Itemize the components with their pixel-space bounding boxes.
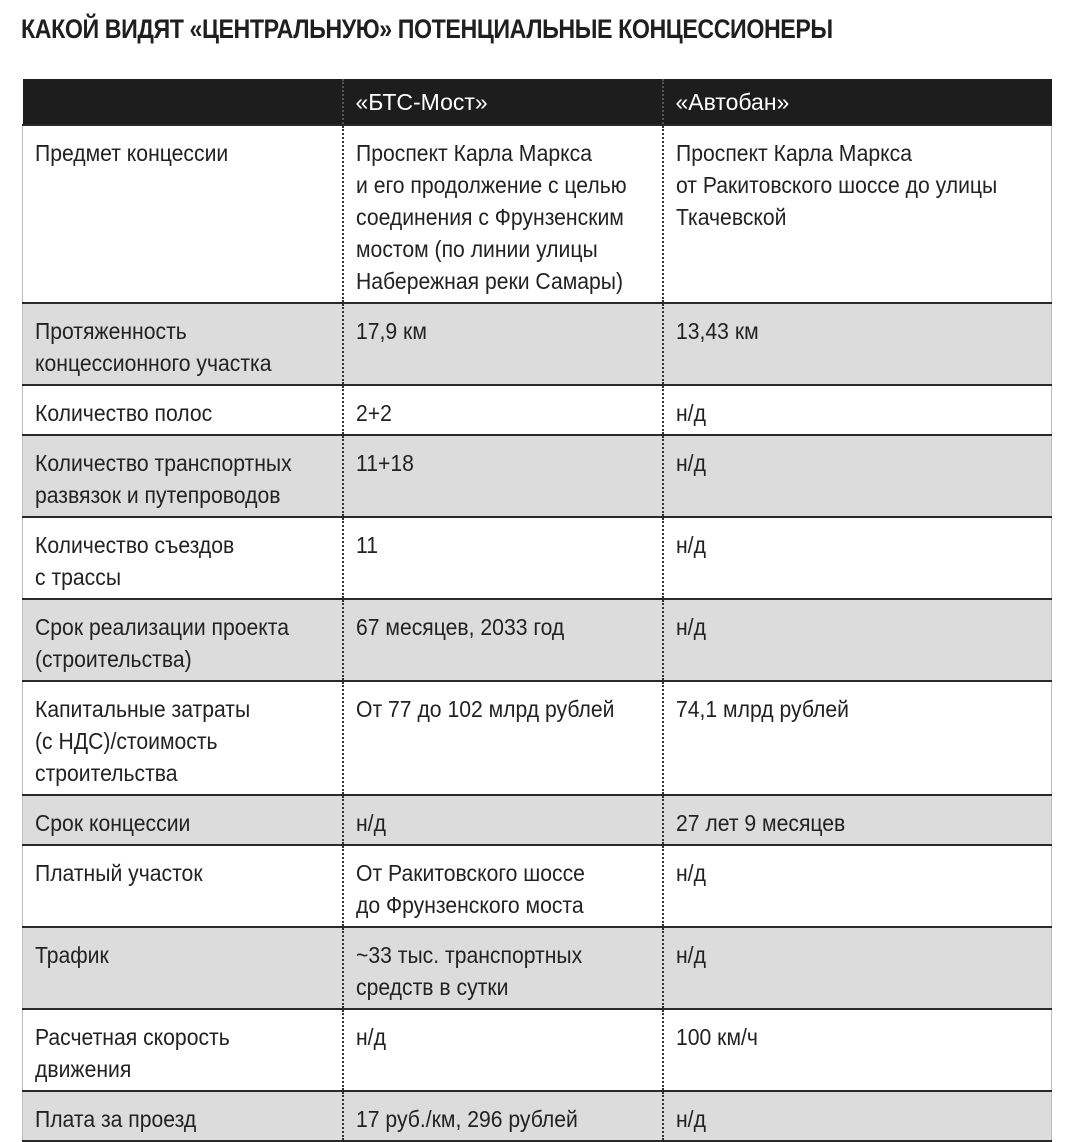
table-row	[23, 1091, 1052, 1141]
table-row	[23, 681, 1052, 795]
row-label-text: Количество транспортных развязок и путепроводов	[35, 450, 292, 508]
table-row	[23, 927, 1052, 1009]
row-label-text: Платный участок	[35, 860, 203, 886]
bts-value	[343, 385, 663, 435]
table-row	[23, 303, 1052, 385]
row-label-text: Количество съездов с трассы	[35, 532, 235, 590]
row-label-text: Капитальные затраты (с НДС)/стоимость строительства	[35, 696, 251, 786]
row-label	[23, 517, 343, 599]
row-label	[23, 1009, 343, 1091]
bts-value	[343, 517, 663, 599]
table-row	[23, 385, 1052, 435]
avtoban-value-text: н/д	[675, 1106, 706, 1132]
avtoban-value-text: 74,1 млрд рублей	[675, 696, 849, 722]
row-label-text: Трафик	[35, 942, 109, 968]
bts-value	[343, 845, 663, 927]
table-row	[23, 845, 1052, 927]
avtoban-value	[663, 681, 1052, 795]
row-label	[23, 1091, 343, 1141]
avtoban-value	[663, 517, 1052, 599]
row-label-text: Срок реализации проекта (строительства)	[35, 614, 290, 672]
table-row	[23, 125, 1052, 303]
row-label-text: Протяженность концессионного участка	[35, 318, 272, 376]
row-label-text: Плата за проезд	[35, 1106, 197, 1132]
header-cell-avtoban: «Автобан»	[663, 79, 1052, 125]
table-header	[23, 79, 1052, 125]
avtoban-value-text: н/д	[675, 400, 706, 426]
row-label-text: Количество полос	[35, 400, 213, 426]
bts-value	[343, 1091, 663, 1141]
table-body	[23, 125, 1052, 1141]
table-row	[23, 517, 1052, 599]
bts-value-text: От 77 до 102 млрд рублей	[355, 696, 614, 722]
avtoban-value	[663, 385, 1052, 435]
avtoban-value	[663, 435, 1052, 517]
row-label	[23, 599, 343, 681]
avtoban-value-text: 100 км/ч	[675, 1024, 758, 1050]
page-title: КАКОЙ ВИДЯТ «ЦЕНТРАЛЬНУЮ» ПОТЕНЦИАЛЬНЫЕ КОНЦЕССИОНЕРЫ	[21, 14, 833, 44]
bts-value	[343, 795, 663, 845]
avtoban-value	[663, 303, 1052, 385]
avtoban-value-text: н/д	[675, 614, 706, 640]
avtoban-value-text: н/д	[675, 860, 706, 886]
bts-value	[343, 125, 663, 303]
avtoban-value-text: н/д	[675, 532, 706, 558]
table-row	[23, 599, 1052, 681]
table-row	[23, 795, 1052, 845]
row-label	[23, 927, 343, 1009]
header-cell-empty	[23, 79, 343, 125]
row-label	[23, 125, 343, 303]
bts-value-text: Проспект Карла Маркса и его продолжение с целью соединения с Фрунзенским мостом (по линии улицы Набережная реки Самары)	[355, 140, 627, 294]
table-row	[23, 435, 1052, 517]
header-row	[23, 79, 1052, 125]
avtoban-value-text: н/д	[675, 450, 706, 476]
row-label-text: Расчетная скорость движения	[35, 1024, 230, 1082]
comparison-table	[22, 79, 1052, 1142]
row-label	[23, 385, 343, 435]
row-label	[23, 303, 343, 385]
bts-value	[343, 927, 663, 1009]
bts-value-text: 11+18	[355, 450, 414, 476]
avtoban-value-text: н/д	[675, 942, 706, 968]
avtoban-value-text: Проспект Карла Маркса от Ракитовского шоссе до улицы Ткачевской	[675, 140, 997, 230]
bts-value	[343, 599, 663, 681]
row-label	[23, 795, 343, 845]
bts-value-text: н/д	[355, 1024, 386, 1050]
row-label-text: Предмет концессии	[35, 140, 229, 166]
avtoban-value-text: 13,43 км	[675, 318, 759, 344]
avtoban-value	[663, 125, 1052, 303]
bts-value	[343, 681, 663, 795]
avtoban-value	[663, 599, 1052, 681]
avtoban-value	[663, 1009, 1052, 1091]
bts-value	[343, 1009, 663, 1091]
avtoban-value	[663, 795, 1052, 845]
row-label	[23, 845, 343, 927]
table-row	[23, 1009, 1052, 1091]
bts-value-text: 11	[355, 532, 378, 558]
avtoban-value	[663, 1091, 1052, 1141]
bts-value-text: 17,9 км	[355, 318, 427, 344]
avtoban-value	[663, 845, 1052, 927]
bts-value	[343, 303, 663, 385]
row-label-text: Срок концессии	[35, 810, 191, 836]
bts-value-text: От Ракитовского шоссе до Фрунзенского моста	[355, 860, 585, 918]
bts-value-text: 17 руб./км, 296 рублей	[355, 1106, 578, 1132]
bts-value-text: ~33 тыс. транспортных средств в сутки	[355, 942, 582, 1000]
row-label	[23, 681, 343, 795]
avtoban-value	[663, 927, 1052, 1009]
row-label	[23, 435, 343, 517]
header-cell-bts-most: «БТС-Мост»	[343, 79, 663, 125]
bts-value-text: 67 месяцев, 2033 год	[355, 614, 564, 640]
bts-value-text: 2+2	[355, 400, 392, 426]
bts-value-text: н/д	[355, 810, 386, 836]
bts-value	[343, 435, 663, 517]
avtoban-value-text: 27 лет 9 месяцев	[675, 810, 845, 836]
